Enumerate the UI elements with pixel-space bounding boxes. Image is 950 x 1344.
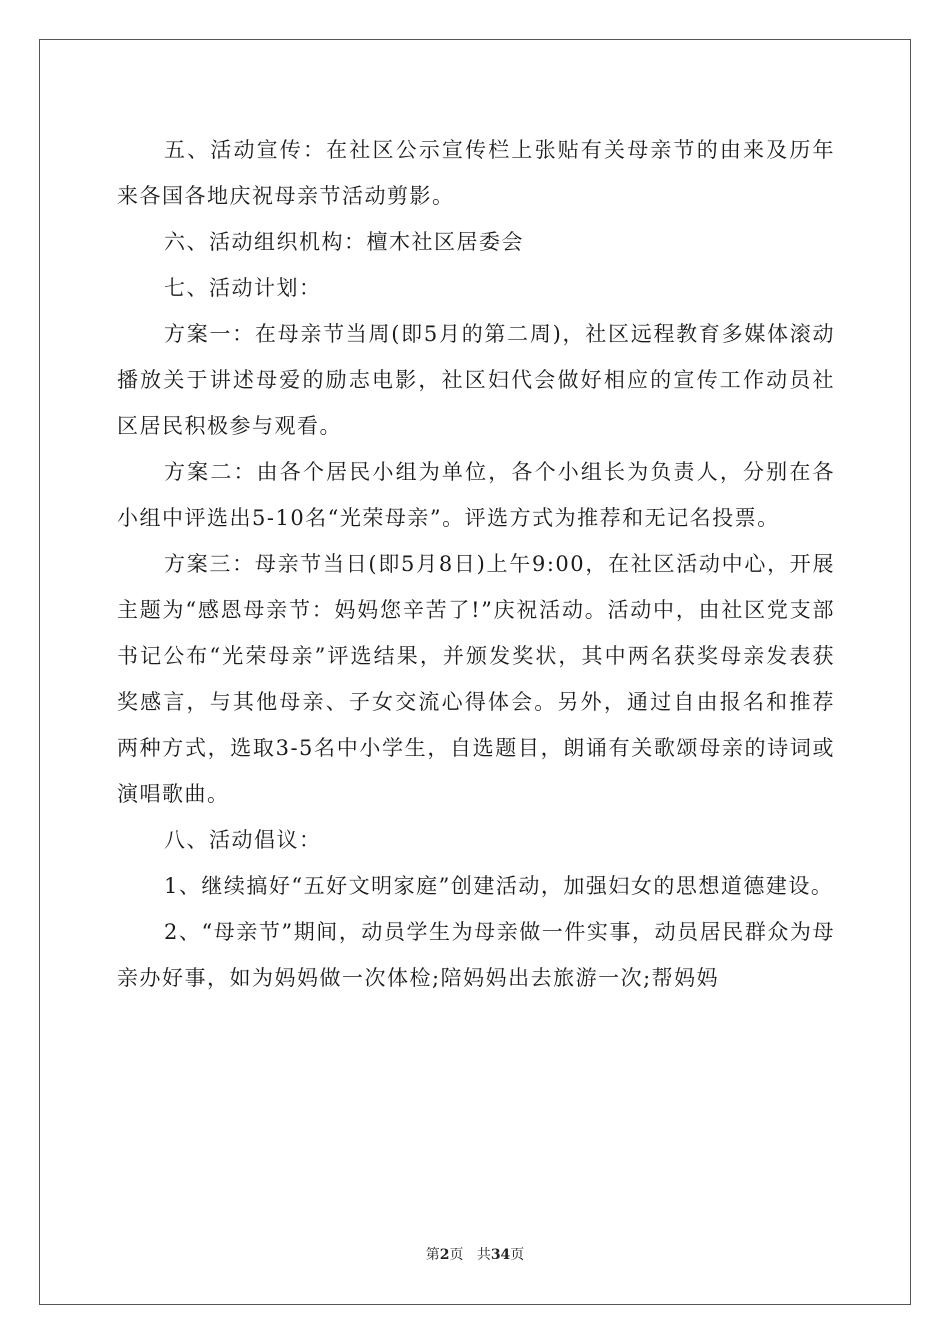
paragraph-plan-one: 方案一：在母亲节当周(即5月的第二周)，社区远程教育多媒体滚动播放关于讲述母爱的励志电影，社区妇代会做好相应的宣传工作动员社区居民积极参与观看。 (117, 322, 835, 438)
paragraph-plan-three: 方案三：母亲节当日(即5月8日)上午9:00，在社区活动中心，开展主题为“感恩母亲节：妈妈您辛苦了!”庆祝活动。活动中，由社区党支部书记公布“光荣母亲”评选结果，并颁发奖状，其中两名获奖母亲发表获奖感言，与其他母亲、子女交流心得体会。另外，通过自由报名和推荐两种方式，选取3-5名中小学生，自选题目，朗诵有关歌颂母亲的诗词或演唱歌曲。 (117, 552, 835, 806)
paragraph-initiative-one: 1、继续搞好“五好文明家庭”创建活动，加强妇女的思想道德建设。 (164, 874, 834, 898)
page-footer (0, 1244, 950, 1264)
document-body (117, 127, 835, 1001)
paragraph-initiative-two: 2、“母亲节”期间，动员学生为母亲做一件实事，动员居民群众为母亲办好事，如为妈妈做一次体检;陪妈妈出去旅游一次;帮妈妈 (117, 920, 835, 990)
total-suffix: 页 (510, 1247, 525, 1263)
paragraph-publicity: 五、活动宣传：在社区公示宣传栏上张贴有关母亲节的由来及历年来各国各地庆祝母亲节活动剪影。 (117, 138, 835, 208)
paragraph-plan-two: 方案二：由各个居民小组为单位，各个小组长为负责人，分别在各小组中评选出5-10名“光荣母亲”。评选方式为推荐和无记名投票。 (117, 460, 835, 530)
page-suffix: 页 (449, 1247, 464, 1263)
page-prefix: 第 (425, 1247, 440, 1263)
paragraph-organizer: 六、活动组织机构：檀木社区居委会 (164, 230, 524, 254)
paragraph-initiative-heading: 八、活动倡议： (164, 828, 322, 852)
paragraph-plan-heading: 七、活动计划： (164, 276, 322, 300)
total-prefix: 共 (476, 1247, 491, 1263)
total-pages: 34 (490, 1247, 511, 1263)
page-number: 2 (439, 1247, 450, 1263)
